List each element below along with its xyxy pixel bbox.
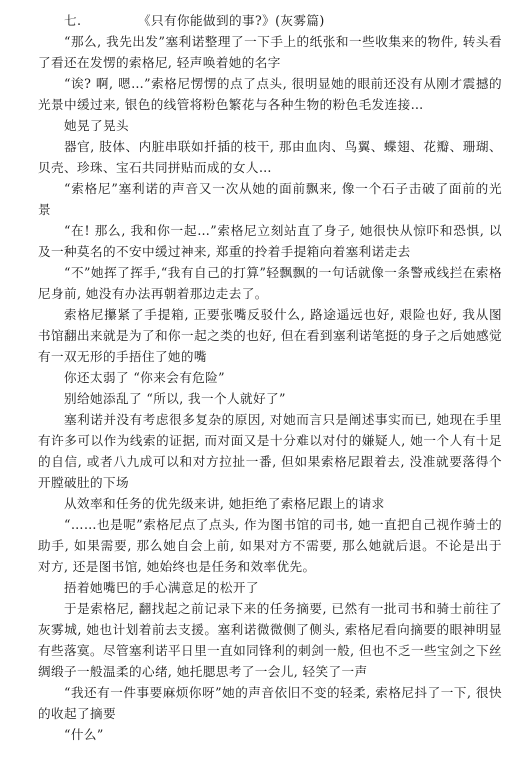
paragraph: “索格尼”塞利诺的声音又一次从她的面前飘来, 像一个石子击破了面前的光景 <box>38 181 502 217</box>
paragraph: “诶? 啊, 嗯…”索格尼愣愣的点了点头, 很明显她的眼前还没有从刚才震撼的光景中缓过来, 银色的线管将粉色繁花与各种生物的粉色毛发连接… <box>38 76 502 112</box>
paragraph: 捂着她嘴巴的手心满意足的松开了 <box>64 580 259 595</box>
paragraph: 器官, 肢体、内脏串联如扦插的枝干, 那由血肉、鸟翼、蝶翅、花瓣、珊瑚、贝壳、珍珠、宝石共同拼贴而成的女人… <box>38 139 502 175</box>
paragraph: 从效率和任务的优先级来讲, 她拒绝了索格尼跟上的请求 <box>64 496 385 511</box>
paragraph: 她晃了晃头 <box>64 118 129 133</box>
chapter-title: 《只有你能做到的事?》(灰雾篇) <box>138 13 325 28</box>
paragraph: 塞利诺并没有考虑很多复杂的原因, 对她而言只是阐述事实而已, 她现在手里有许多可以作为线索的证据, 而对面又是十分难以对付的嫌疑人, 她一个人有十足的自信, 或者八九成可以和对方拉扯一番, 但如果索格尼跟着去, 没准就要落得个开膛破肚的下场 <box>38 412 502 490</box>
paragraph: “我还有一件事要麻烦你呀”她的声音依旧不变的轻柔, 索格尼抖了一下, 很快的收起了摘要 <box>38 685 502 721</box>
paragraph: 别给她添乱了 “所以, 我一个人就好了” <box>64 391 286 406</box>
paragraph: 索格尼攥紧了手提箱, 正要张嘴反驳什么, 路途遥远也好, 艰险也好, 我从图书馆翻出来就是为了和你一起之类的也好, 但在看到塞利诺笔挺的身子之后她感觉有一双无形的手捂住了她的嘴 <box>38 307 502 364</box>
paragraph: “什么” <box>64 727 104 742</box>
paragraph: 你还太弱了 “你来会有危险” <box>64 370 226 385</box>
chapter-number: 七. <box>64 13 82 28</box>
paragraph: “不”她挥了挥手,“我有自己的打算”轻飘飘的一句话就像一条警戒线拦在索格尼身前, 她没有办法再朝着那边走去了。 <box>38 265 502 301</box>
paragraph: “……也是呢”索格尼点了点头, 作为图书馆的司书, 她一直把自己视作骑士的助手, 如果需要, 那么她自会上前, 如果对方不需要, 那么她就后退。不论是出于对方, 还是图书馆, 她始终也是任务和效率优先。 <box>38 517 502 574</box>
chapter-heading <box>38 10 502 31</box>
paragraph: “在! 那么, 我和你一起…”索格尼立刻站直了身子, 她很快从惊吓和恐惧, 以及一种莫名的不安中缓过神来, 郑重的拎着手提箱向着塞利诺走去 <box>38 223 502 259</box>
paragraph: 于是索格尼, 翻找起之前记录下来的任务摘要, 已然有一批司书和骑士前往了灰雾城, 她也计划着前去支援。塞利诺微微侧了侧头, 索格尼看向摘要的眼神明显有些落寞。尽管塞利诺平日里一直如同锋利的刺剑一般, 但也不乏一些宝剑之下丝绸缎子一般温柔的心绪, 她托腮思考了一会儿, 轻笑了一声 <box>38 601 502 679</box>
paragraph: “那么, 我先出发”塞利诺整理了一下手上的纸张和一些收集来的物件, 转头看了看还在发愣的索格尼, 轻声唤着她的名字 <box>38 34 502 70</box>
